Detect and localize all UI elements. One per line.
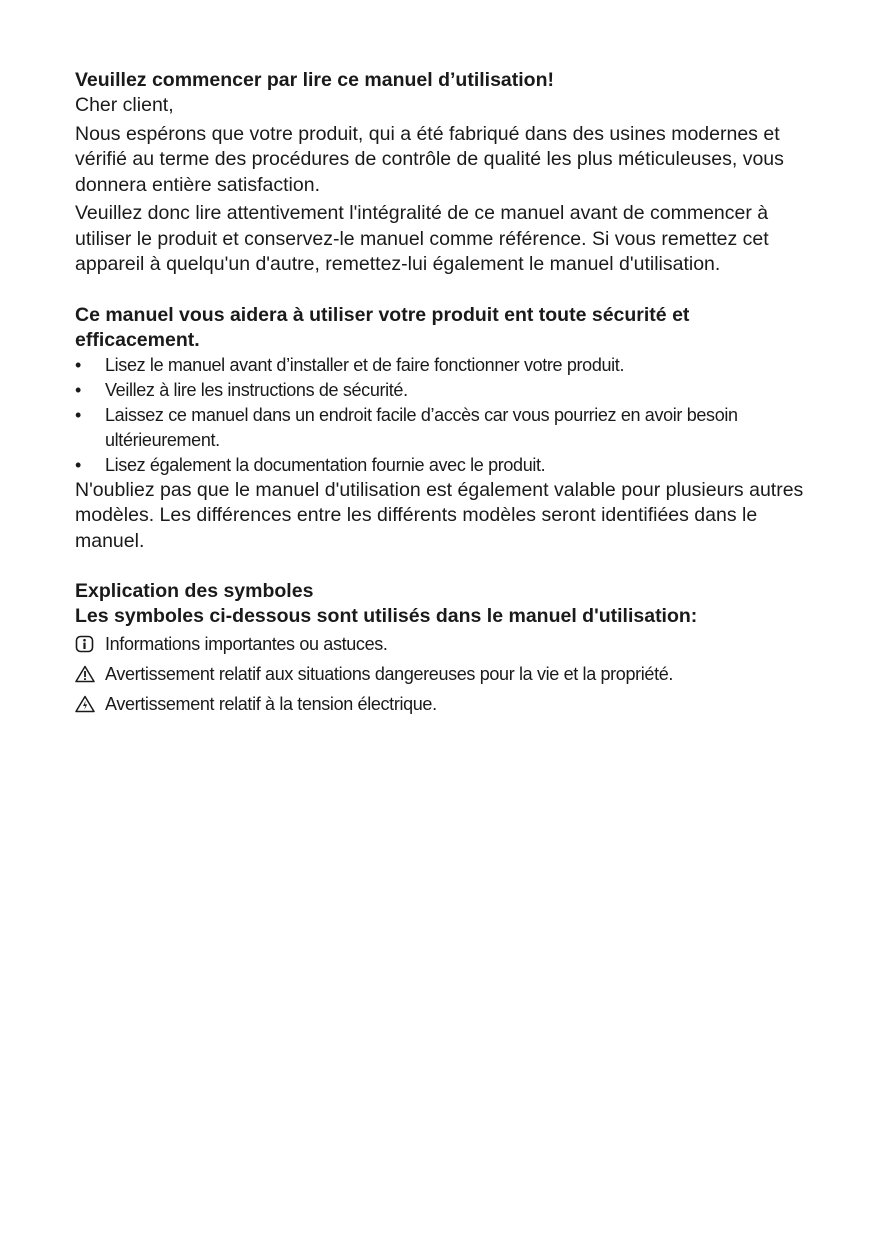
models-note: N'oubliez pas que le manuel d'utilisation est également valable pour plusieurs autres modèles. Les différences entre les différents modèles seront identifiées dans le manuel. — [75, 478, 804, 552]
list-item: • Lisez également la documentation fournie avec le produit. — [75, 453, 805, 478]
electric-warning-icon — [75, 695, 95, 713]
intro-paragraph-1: Nous espérons que votre produit, qui a été fabriqué dans des usines modernes et vérifié au terme des procédures de contrôle de qualité les plus méticuleuses, vous donnera entière satisfaction. — [75, 122, 784, 196]
bullet-marker: • — [75, 454, 81, 475]
guide-bullet-list — [75, 353, 805, 478]
manual-page — [75, 68, 805, 719]
symbol-row-info: Informations importantes ou astuces. — [75, 629, 805, 659]
symbol-row-warning: Avertissement relatif aux situations dangereuses pour la vie et la propriété. — [75, 659, 805, 689]
list-item: • Veillez à lire les instructions de sécurité. — [75, 378, 805, 403]
list-item: • Lisez le manuel avant d’installer et de faire fonctionner votre produit. — [75, 353, 805, 378]
list-item: • Laissez ce manuel dans un endroit facile d’accès car vous pourriez en avoir besoin ultérieurement. — [75, 404, 738, 450]
intro-paragraph-2: Veuillez donc lire attentivement l'intégralité de ce manuel avant de commencer à utiliser le produit et conservez-le manuel comme référence. Si vous remettez cet appareil à quelqu'un d'autre, remettez-lui également le manuel d'utilisation. — [75, 202, 769, 275]
guide-heading: Ce manuel vous aidera à utiliser votre produit ent toute sécurité et efficacement. — [75, 303, 690, 351]
salutation: Cher client, — [75, 94, 174, 116]
warning-icon — [75, 665, 95, 683]
bullet-marker: • — [75, 404, 81, 425]
info-icon — [75, 635, 95, 653]
intro-heading: Veuillez commencer par lire ce manuel d’utilisation! — [75, 69, 554, 91]
symbols-subheading: Les symboles ci-dessous sont utilisés dans le manuel d'utilisation: — [75, 605, 698, 627]
symbols-heading: Explication des symboles — [75, 580, 314, 602]
bullet-marker: • — [75, 379, 81, 400]
bullet-marker: • — [75, 354, 81, 375]
symbol-row-electric-warning: Avertissement relatif à la tension électrique. — [75, 689, 805, 719]
